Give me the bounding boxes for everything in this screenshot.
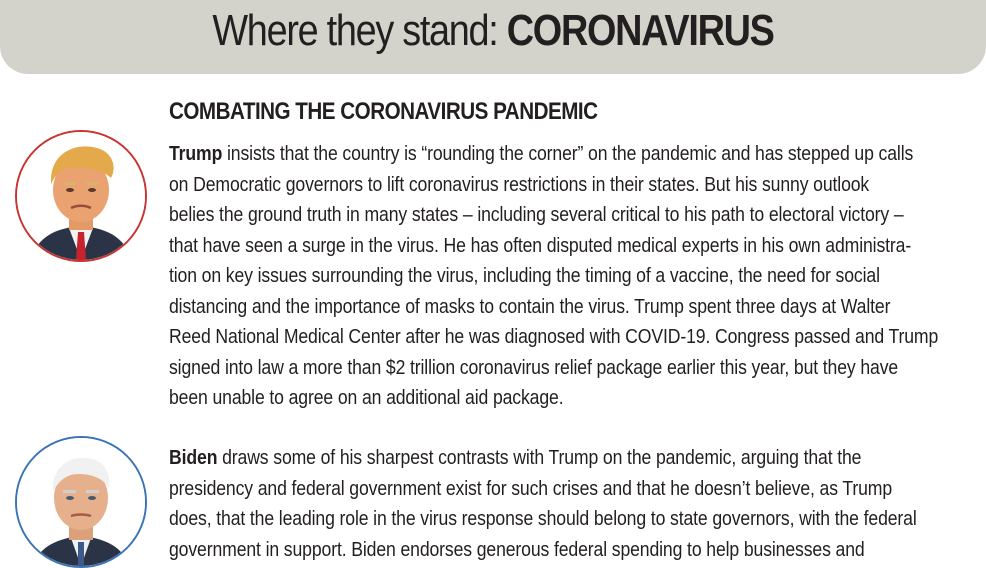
section-heading: COMBATING THE CORONAVIRUS PANDEMIC: [169, 98, 598, 125]
paragraph-line: presidency and federal government exist for such crises and that he doesn’t believe, as Trump: [169, 476, 892, 500]
biden-portrait-icon: [15, 436, 147, 568]
paragraph-line: signed into law a more than $2 trillion coronavirus relief package earlier this year, but they have: [169, 355, 899, 379]
paragraph-line: does, that the leading role in the virus response should belong to state governors, with the federal: [169, 507, 917, 530]
paragraph-line: tion on key issues surrounding the virus, including the timing of a vaccine, the need for social: [169, 264, 880, 287]
title-topic: CORONAVIRUS: [506, 6, 774, 55]
paragraph-line: Trump insists that the country is “rounding the corner” on the pandemic and has stepped up calls: [169, 142, 914, 165]
header-banner: [0, 0, 986, 74]
paragraph-line: Biden draws some of his sharpest contrasts with Trump on the pandemic, arguing that the: [169, 446, 862, 469]
trump-portrait-icon: [15, 130, 147, 262]
paragraph-line: been unable to agree on an additional aid package.: [169, 386, 564, 409]
paragraph-line: Reed National Medical Center after he was diagnosed with COVID-19. Congress passed and Trump: [169, 325, 939, 348]
trump-paragraph: [169, 139, 965, 414]
page-title: [69, 6, 917, 56]
paragraph-line: government in support. Biden endorses generous federal spending to help businesses and: [169, 537, 865, 561]
candidate-name: Biden: [169, 446, 218, 469]
paragraph-line: on Democratic governors to lift coronavirus restrictions in their states. But his sunny outlook: [169, 172, 870, 196]
paragraph-line: distancing and the importance of masks to contain the virus. Trump spent three days at Walter: [169, 294, 891, 318]
candidate-name: Trump: [169, 142, 223, 165]
title-prefix: Where they stand:: [212, 6, 498, 55]
paragraph-line: that have seen a surge in the virus. He has often disputed medical experts in his own administra-: [169, 233, 912, 257]
biden-paragraph: [169, 443, 965, 565]
paragraph-line: belies the ground truth in many states – including several critical to his path to electoral victory –: [169, 203, 904, 226]
